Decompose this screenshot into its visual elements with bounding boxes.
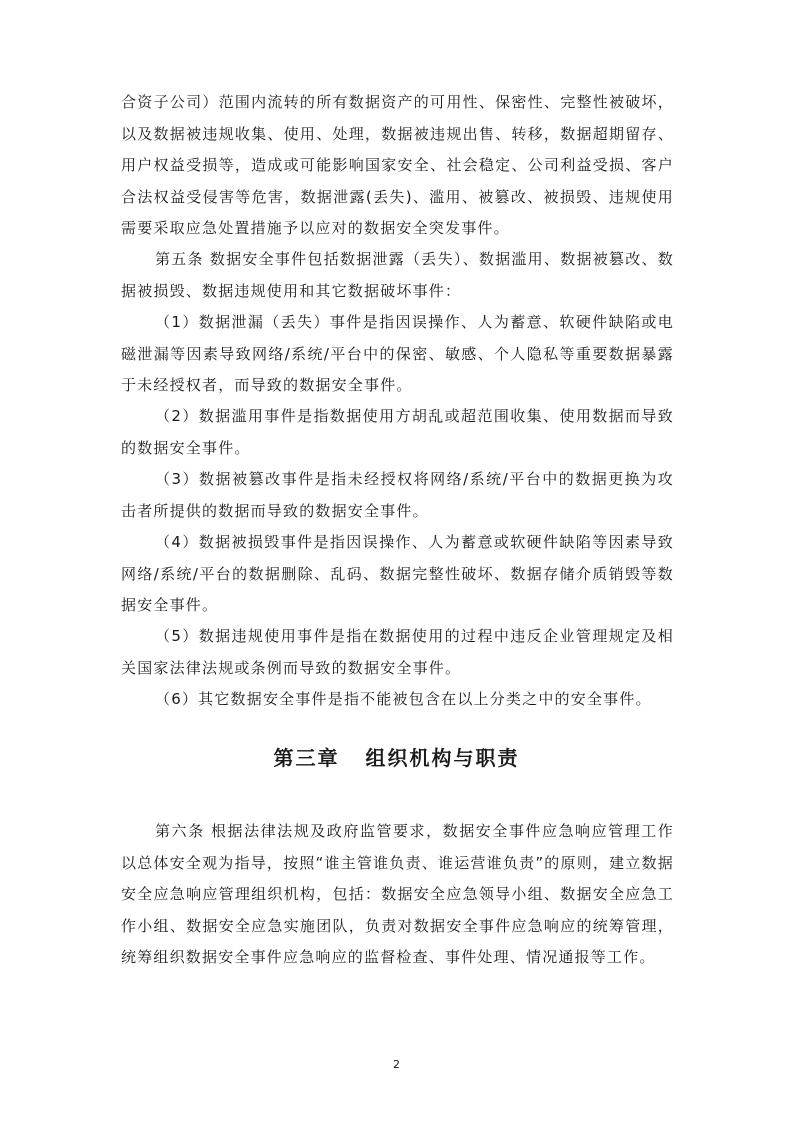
list-item-data-misuse: （5）数据违规使用事件是指在数据使用的过程中违反企业管理规定及相关国家法律法规或条例而导致的数据安全事件。 (121, 627, 674, 677)
chapter-number: 第三章 (273, 746, 340, 770)
paragraph-article-4-continuation: 合资子公司）范围内流转的所有数据资产的可用性、保密性、完整性被破坏，以及数据被违规收集、使用、处理，数据被违规出售、转移，数据超期留存、用户权益受损等，造成或可能影响国家安全、社会稳定、公司利益受损、客户合法权益受侵害等危害，数据泄露(丢失)、滥用、被篡改、被损毁、违规使用需要采取应急处置措施予以应对的数据安全突发事件。 (121, 93, 674, 237)
list-item-data-abuse: （2）数据滥用事件是指数据使用方胡乱或超范围收集、使用数据而导致的数据安全事件。 (121, 407, 674, 457)
paragraph-article-5: 第五条 数据安全事件包括数据泄露（丢失）、数据滥用、数据被篡改、数据被损毁、数据违规使用和其它数据破坏事件： (121, 250, 674, 300)
list-item-data-leak: （1）数据泄漏（丢失）事件是指因误操作、人为蓄意、软硬件缺陷或电磁泄漏等因素导致网络/系统/平台中的保密、敏感、个人隐私等重要数据暴露于未经授权者，而导致的数据安全事件。 (121, 313, 674, 394)
list-item-data-tamper: （3）数据被篡改事件是指未经授权将网络/系统/平台中的数据更换为攻击者所提供的数据而导致的数据安全事件。 (121, 470, 674, 520)
list-item-data-damage: （4）数据被损毁事件是指因误操作、人为蓄意或软硬件缺陷等因素导致网络/系统/平台的数据删除、乱码、数据完整性破坏、数据存储介质销毁等数据安全事件。 (121, 533, 674, 614)
list-item-other-events: （6）其它数据安全事件是指不能被包含在以上分类之中的安全事件。 (155, 690, 652, 708)
chapter-heading (0, 742, 793, 771)
page-number: 2 (393, 1058, 400, 1071)
chapter-title: 组织机构与职责 (365, 746, 520, 770)
paragraph-article-6: 第六条 根据法律法规及政府监管要求，数据安全事件应急响应管理工作以总体安全观为指导，按照“谁主管谁负责、谁运营谁负责”的原则，建立数据安全应急响应管理组织机构，包括：数据安全应急领导小组、数据安全应急工作小组、数据安全应急实施团队，负责对数据安全事件应急响应的统筹管理，统筹组织数据安全事件应急响应的监督检查、事件处理、情况通报等工作。 (121, 822, 674, 966)
